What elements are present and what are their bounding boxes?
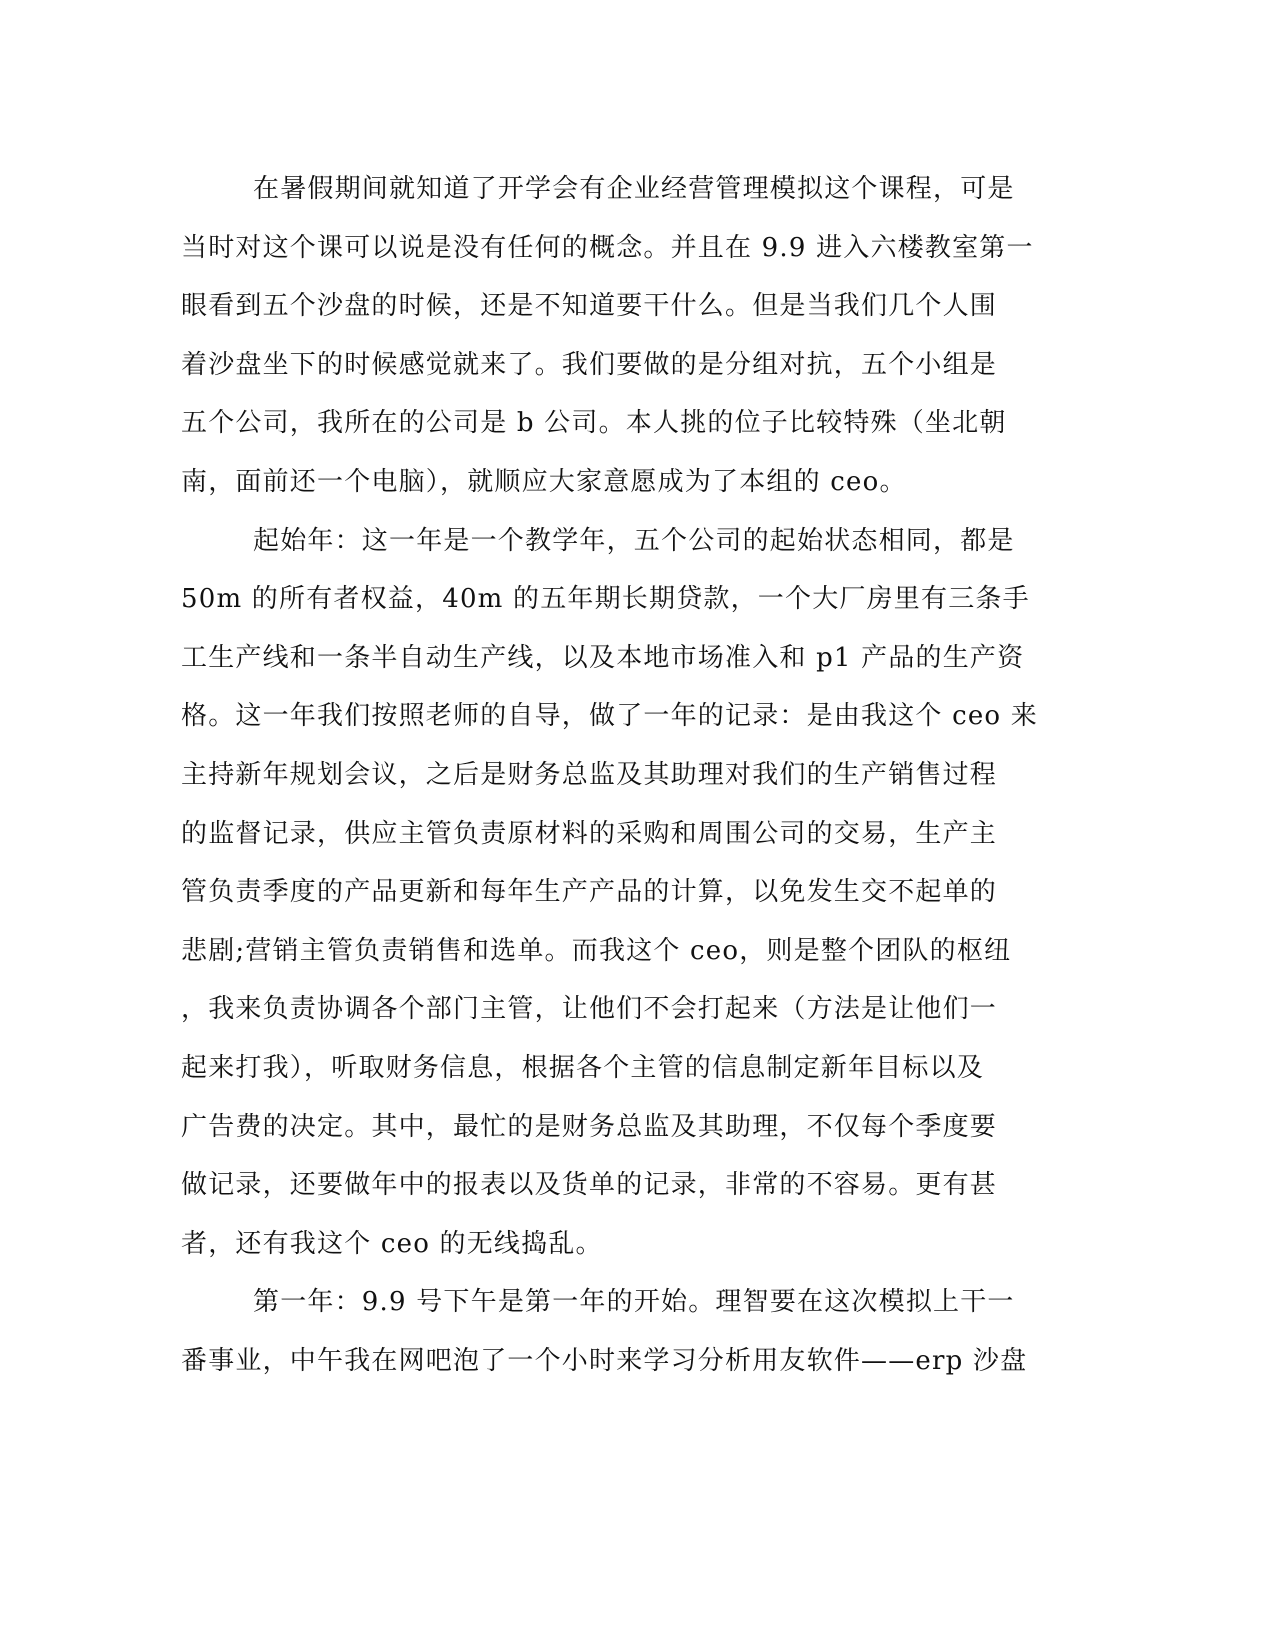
text-line: 广告费的决定。其中，最忙的是财务总监及其助理，不仅每个季度要 [181, 1111, 998, 1142]
text-line: 起始年：这一年是一个教学年，五个公司的起始状态相同，都是 [253, 525, 1015, 556]
text-line: 的监督记录，供应主管负责原材料的采购和周围公司的交易，生产主 [181, 818, 998, 849]
text-line: ，我来负责协调各个部门主管，让他们不会打起来（方法是让他们一 [181, 994, 998, 1025]
text-line: 五个公司，我所在的公司是 b 公司。本人挑的位子比较特殊（坐北朝 [181, 408, 1007, 439]
document-body [181, 160, 1041, 1390]
text-line: 管负责季度的产品更新和每年生产产品的计算，以免发生交不起单的 [181, 877, 998, 908]
text-line: 第一年：9.9 号下午是第一年的开始。理智要在这次模拟上干一 [253, 1287, 1015, 1318]
text-line: 当时对这个课可以说是没有任何的概念。并且在 9.9 进入六楼教室第一 [181, 232, 1034, 263]
text-line: 番事业，中午我在网吧泡了一个小时来学习分析用友软件——erp 沙盘 [181, 1345, 1028, 1376]
text-line: 主持新年规划会议，之后是财务总监及其助理对我们的生产销售过程 [181, 759, 998, 790]
text-line: 起来打我），听取财务信息，根据各个主管的信息制定新年目标以及 [181, 1052, 985, 1083]
text-line: 格。这一年我们按照老师的自导，做了一年的记录：是由我这个 ceo 来 [181, 701, 1038, 732]
text-line: 南，面前还一个电脑），就顺应大家意愿成为了本组的 ceo。 [181, 466, 907, 497]
text-line: 眼看到五个沙盘的时候，还是不知道要干什么。但是当我们几个人围 [181, 291, 998, 322]
text-line: 在暑假期间就知道了开学会有企业经营管理模拟这个课程，可是 [253, 174, 1015, 204]
text-line: 悲剧;营销主管负责销售和选单。而我这个 ceo，则是整个团队的枢纽 [181, 935, 1012, 966]
text-line: 工生产线和一条半自动生产线，以及本地市场准入和 p1 产品的生产资 [181, 642, 1025, 673]
text-line: 着沙盘坐下的时候感觉就来了。我们要做的是分组对抗，五个小组是 [181, 349, 998, 380]
text-line: 50m 的所有者权益，40m 的五年期长期贷款，一个大厂房里有三条手 [181, 584, 1030, 615]
text-line: 做记录，还要做年中的报表以及货单的记录，非常的不容易。更有甚 [181, 1170, 998, 1201]
text-line: 者，还有我这个 ceo 的无线捣乱。 [181, 1228, 603, 1259]
